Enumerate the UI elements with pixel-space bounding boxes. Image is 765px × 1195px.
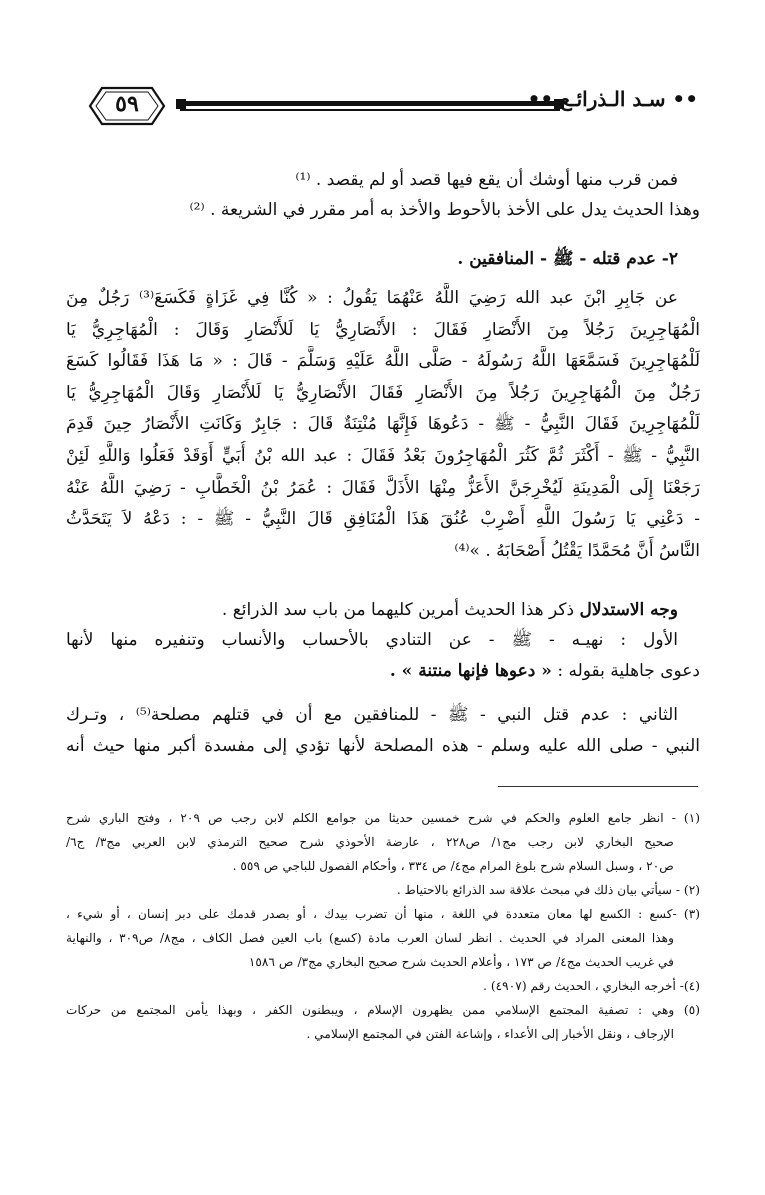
istidlal-label: وجه الاستدلال <box>579 600 678 620</box>
footnote-line: وهذا المعنى المراد في الحديث . انظر لسان العرب مادة (كسع) باب العين فصل الكاف ، مج٨/ ص٣٠٩ ، والنهاية <box>66 931 674 945</box>
hadith-line: النَّبِيُّ - ﷺ - أَكْثَرَ ثُمَّ كَثُرَ الْمُهَاجِرُونَ بَعْدُ فَقَالَ : عبد الله بْنُ أُبَيٍّ أَوَقَدْ فَعَلُوا وَاللَّهِ لَئِنْ <box>66 445 700 466</box>
hadith-line: الْمُهَاجِرِينَ رَجُلاً مِنَ الأَنْصَارِ فَقَالَ : الأَنْصَارِيُّ يَا لَلأَنْصَارِ وَقَالَ : الْمُهَاجِرِيُّ يَا <box>66 319 700 340</box>
intro-line: وهذا الحديث يدل على الأخذ بالأحوط والأخذ به أمر مقرر في الشريعة . ⁽²⁾ <box>189 200 700 220</box>
intro-line: فمن قرب منها أوشك أن يقع فيها قصد أو لم يقصد . ⁽¹⁾ <box>295 170 678 190</box>
running-title: •• سـد الـذرائـع •• <box>527 87 698 111</box>
footnotes <box>66 806 700 1046</box>
footnote-line: (٢) - سيأتي بيان ذلك في مبحث علاقة سد الذرائع بالاحتياط . <box>396 883 700 897</box>
istidlal-paragraph <box>66 595 700 625</box>
hadith-line: عن جَابِرِ ابْنَ عبد الله رَضِيَ اللَّهُ عَنْهُمَا يَقُولُ : « كُنَّا فِي غَزَاةٍ فَكَسَعَ⁽³⁾ رَجُلٌ مِنَ <box>66 288 678 308</box>
page-number-badge <box>88 84 166 128</box>
quoted-hadith: « دعوها فإنها منتنة » . <box>389 661 552 681</box>
second-point-line: الثاني : عدم قتل النبي - ﷺ - للمنافقين مع أن في قتلهم مصلحة⁽⁵⁾ ، وتـرك <box>66 705 678 725</box>
first-point-text: دعوى جاهلية بقوله : <box>551 661 700 681</box>
section-heading-text: ٢- عدم قتله - ﷺ - المنافقين . <box>457 249 678 269</box>
section-heading <box>66 245 700 273</box>
footnote-line: (٥) وهي : تصفية المجتمع الإسلامي ممن يظهرون الإسلام ، ويبطنون الكفر ، وبهذا يأمن المجتمع من حركات <box>66 1003 700 1017</box>
first-point-line: الأول : نهيـه - ﷺ - عن التنادي بالأحساب والأنساب وتنفيره منها لأنها <box>66 630 678 650</box>
istidlal-text: ذكر هذا الحديث أمرين كليهما من باب سد الذرائع . <box>221 600 580 620</box>
footnote-line: (٣) -كسع : الكسع لها معان متعددة في اللغة ، منها أن تضرب بيدك ، أو بصدر قدمك على دبر إنسان ، أو شيء ، <box>66 907 700 921</box>
footnote-line: ص٢٠ ، وسبل السلام شرح بلوغ المرام مج٤/ ص ٣٣٤ ، وأحكام الفصول للباجي ص ٥٥٩ . <box>232 859 674 873</box>
second-point <box>66 700 700 762</box>
footnote-line: الإرجاف ، ونقل الأخبار إلى الأعداء ، وإشاعة الفتن في المجتمع الإسلامي . <box>306 1027 674 1041</box>
second-point-line: النبي - صلى الله عليه وسلم - هذه المصلحة لأنها تؤدي إلى مفسدة أكبر منها حيث أنه <box>66 736 700 756</box>
footnote <box>66 902 700 974</box>
footnote-line: صحيح البخاري لابن رجب مج١/ ص٢٢٨ ، عارضة الأحوذي شرح صحيح الترمذي لابن العربي مج٣/ ج٦/ <box>66 835 674 849</box>
footnote <box>66 998 700 1046</box>
footnote-line: في غريب الحديث مج٤/ ص ١٧٣ ، وأعلام الحديث شرح صحيح البخاري مج٣/ ص ١٥٨٦ <box>248 955 674 969</box>
footnote <box>66 806 700 878</box>
hadith-text <box>66 283 700 567</box>
header-rule <box>180 97 560 115</box>
hadith-line: - دَعْنِي يَا رَسُولَ اللَّهِ أَضْرِبْ عُنُقَ هَذَا الْمُنَافِقِ قَالَ النَّبِيُّ - ﷺ - : دَعْهُ لاَ يَتَحَدَّثُ <box>66 509 700 530</box>
hadith-line: النَّاسُ أَنَّ مُحَمَّدًا يَقْتُلُ أَصْحَابَهُ . »⁽⁴⁾ <box>454 540 700 561</box>
footnote <box>66 878 700 902</box>
intro-paragraph <box>66 165 700 225</box>
page-number: ٥٩ <box>115 91 139 117</box>
footnote <box>66 974 700 998</box>
footnote-line: (٤)- أخرجه البخاري ، الحديث رقم (٤٩٠٧) . <box>483 979 700 993</box>
hadith-line: لَلْمُهَاجِرِينَ فَقَالَ النَّبِيُّ - ﷺ - دَعُوهَا فَإِنَّهَا مُنْتِنَةٌ قَالَ : جَابِرٌ وَكَانَتِ الأَنْصَارُ حِينَ قَدِمَ <box>66 414 700 435</box>
hadith-line: رَجَعْنَا إِلَى الْمَدِينَةِ لَيُخْرِجَنَّ الأَعَزُّ مِنْهَا الأَذَلَّ فَقَالَ : عُمَرُ بْنُ الْخَطَّابِ - رَضِيَ اللَّهُ عَنْهُ <box>66 477 700 498</box>
first-point <box>66 625 700 687</box>
page-header <box>88 84 698 140</box>
hadith-line: لَلْمُهَاجِرِينَ فَسَمَّعَهَا اللَّهُ رَسُولَهُ - صَلَّى اللَّهُ عَلَيْهِ وَسَلَّمَ - قَالَ : « مَا هَذَا فَقَالُوا كَسَعَ <box>66 351 700 372</box>
footnote-separator <box>498 786 698 787</box>
footnote-line: (١) - انظر جامع العلوم والحكم في شرح خمسين حديثا من جوامع الكلم لابن رجب ص ٢٠٩ ، وفتح الباري شرح <box>66 811 700 825</box>
hadith-line: رَجُلٌ مِنَ الْمُهَاجِرِينَ رَجُلاً مِنَ الأَنْصَارِ فَقَالَ الأَنْصَارِيُّ يَا لَلأَنْصَارِ وَقَالَ الْمُهَاجِرِيُّ يَا <box>66 382 700 403</box>
